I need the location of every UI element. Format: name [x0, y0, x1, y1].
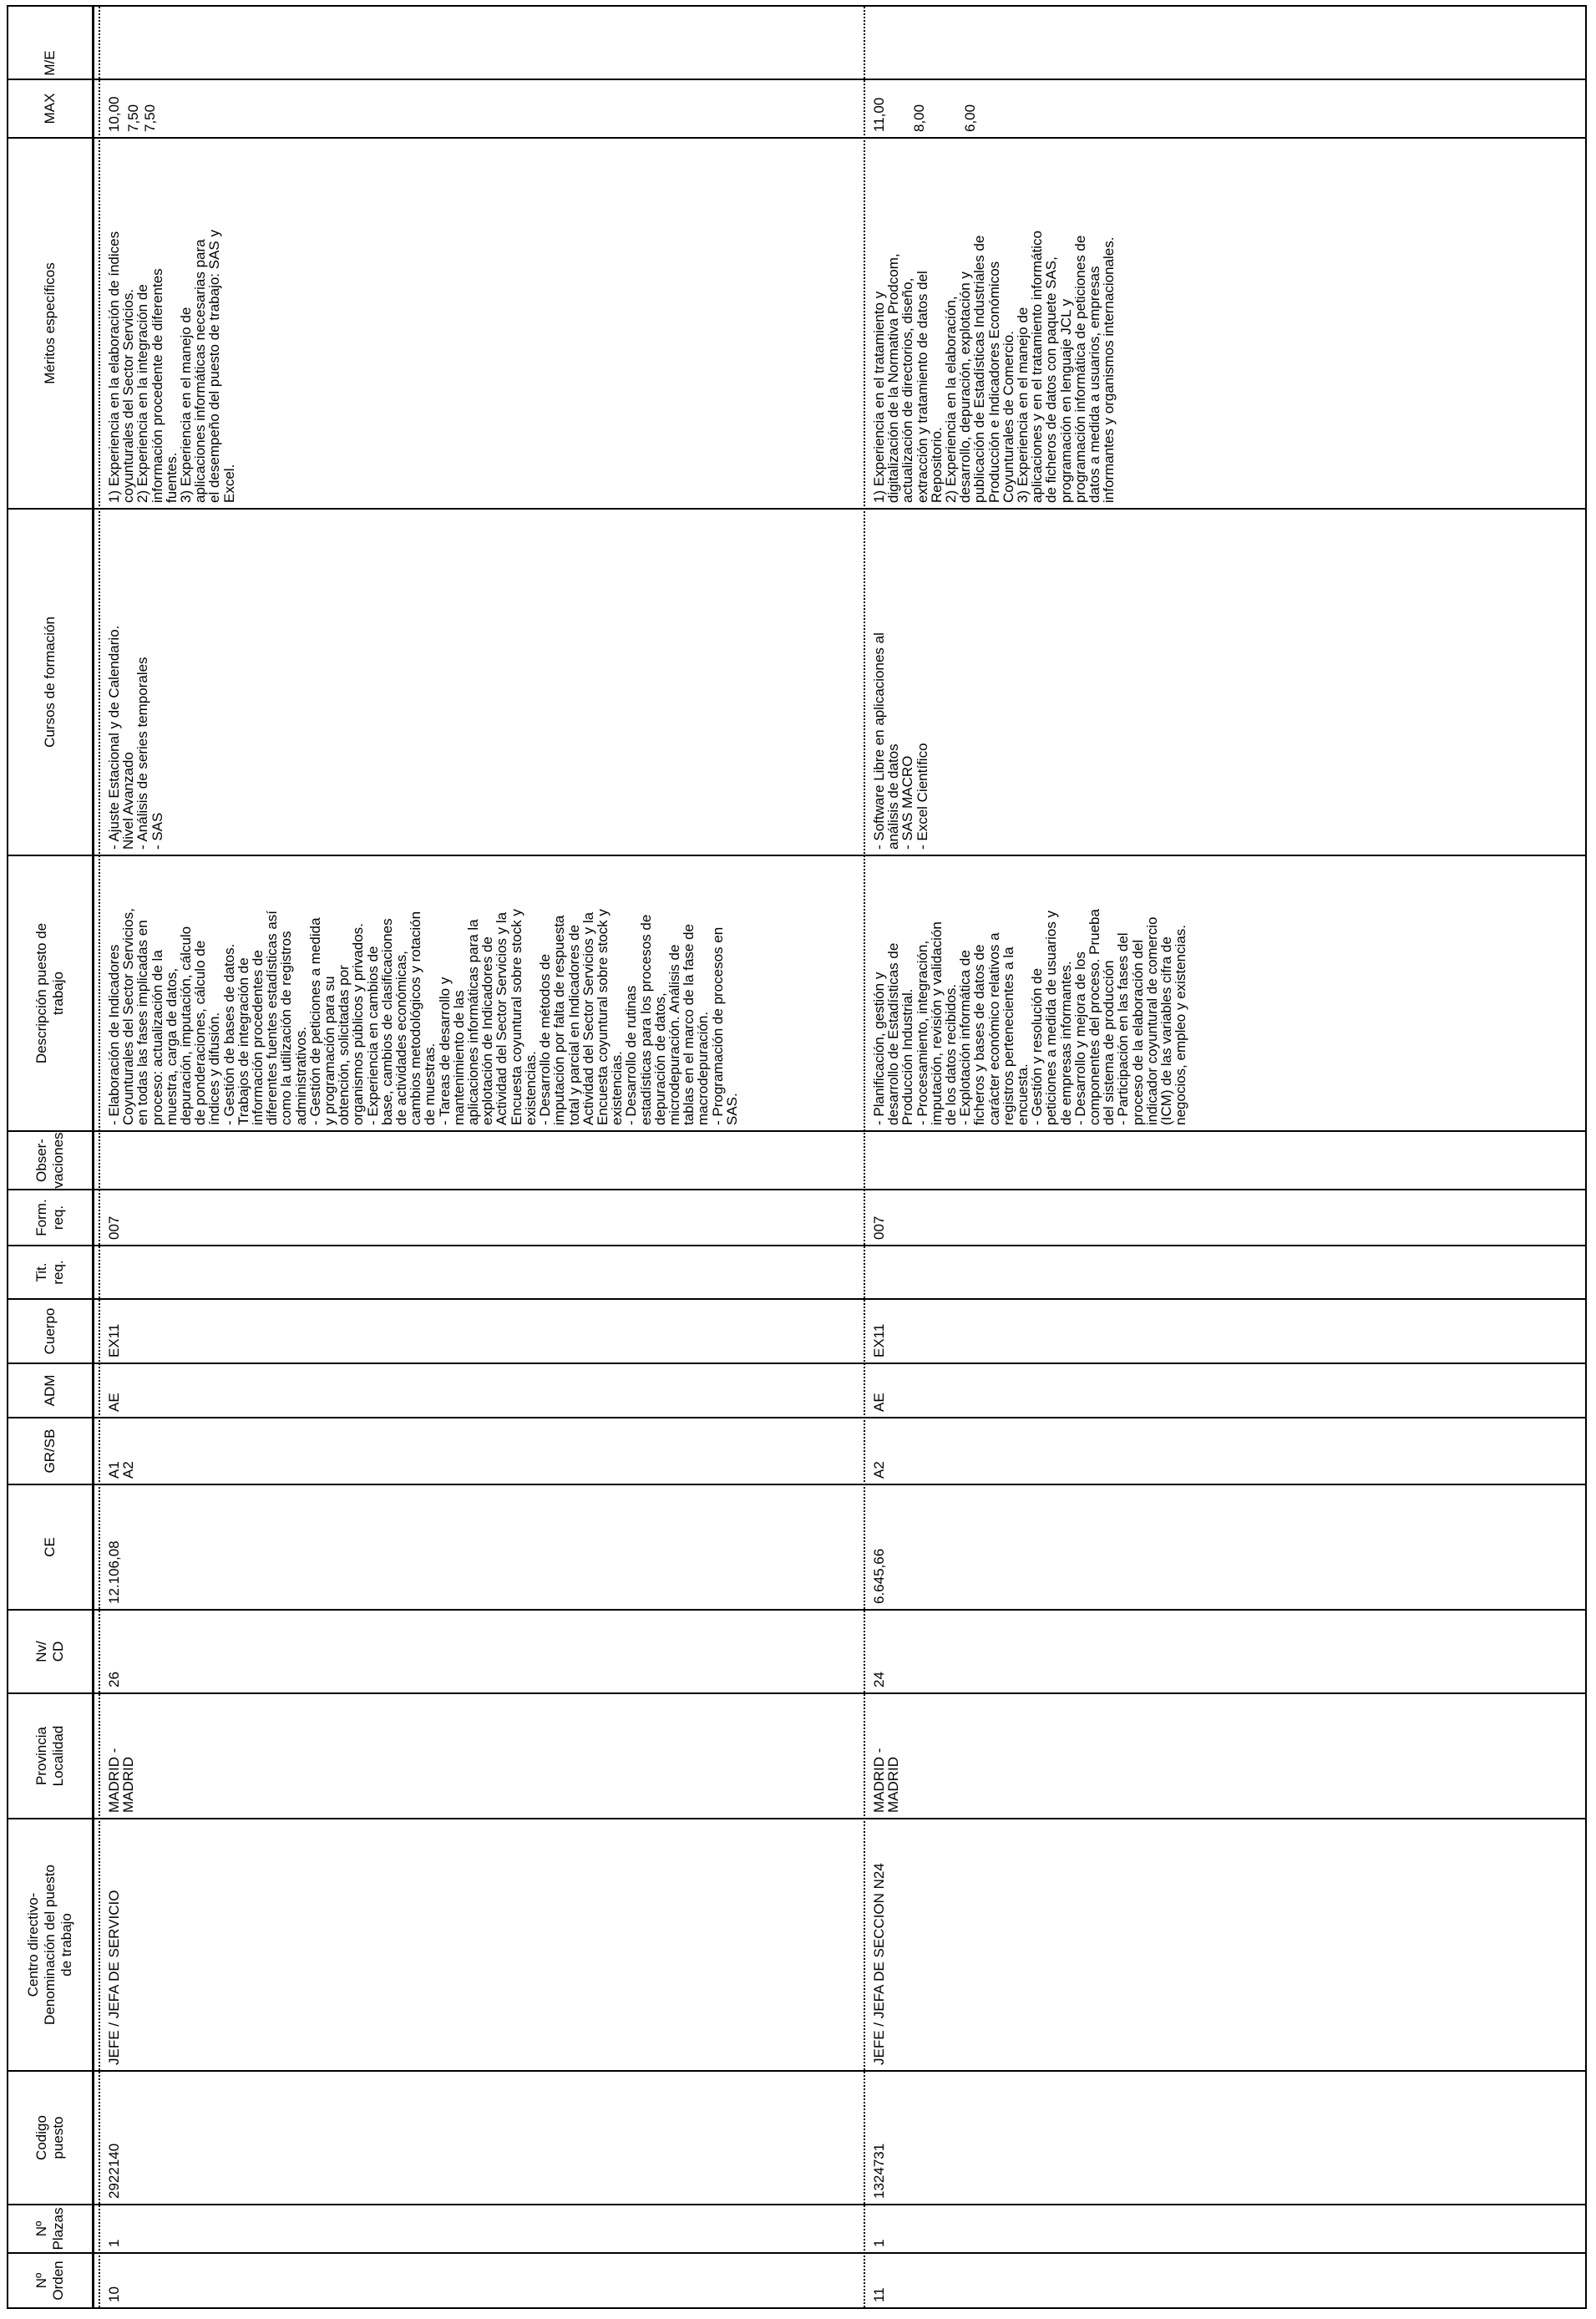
max-puntuacion: 7,50 — [125, 104, 141, 132]
header-orden: Nº Orden — [8, 2252, 92, 2307]
column-divider — [92, 2204, 1585, 2205]
plazas-count: 1 — [871, 2239, 887, 2247]
max-puntuacion: 7,50 — [142, 104, 158, 132]
max-puntuacion: 8,00 — [911, 104, 927, 132]
header-titulacion-requerida: Tit. req. — [8, 1245, 92, 1298]
descripcion-puesto: - Planificación, gestión y desarrollo de Estadísticas de Producción Industrial. - Procesamiento, integración, imputación, revisión y validación de los datos recibidos. - Explotación informática de ficheros y bases de datos de carácter económico relativos a registros pertenecientes a la encuesta. - Gestión y resolución de peticiones a medida de usuarios y de empresas informantes. - Desarrollo y mejora de los componentes del proceso. Prueba del sistema de producción - Participación en las fases del proceso de la elaboración del indicador coyuntural de comercio (ICM) de las variables cifra de negocios, empleo y existencias. — [871, 909, 1189, 1125]
column-divider — [92, 1818, 1585, 1819]
header-nivel-cd: Nv/ CD — [8, 1609, 92, 1692]
header-centro-directivo: Centro directivo- Denominación del puesto de trabajo — [8, 1818, 92, 2070]
cuerpo: EX11 — [106, 1323, 122, 1357]
column-divider — [92, 1484, 1585, 1485]
max-puntuacion: 10,00 — [106, 96, 122, 132]
plazas-count: 1 — [106, 2239, 122, 2247]
header-separator — [92, 7, 94, 2307]
column-divider — [92, 2070, 1585, 2072]
orden-number: 11 — [871, 2287, 887, 2302]
meritos-especificos: 1) Experiencia en el tratamiento y digitalización de la Normativa Prodcom, actualización de directorios, diseño, extracción y tratamiento de datos del Repositorio. 2) Experiencia en la elaboración, desarrollo, depuración, explotación y publicación de Estadísticas Industriales de Producción e Indicadores Económicos Coyunturales de Comercio. 3) Experiencia en el manejo de aplicaciones y en el tratamiento informático de ficheros de datos con paquete SAS, programación en lenguaje JCL y programación informática de peticiones de datos a medida a usuarios, empresas informantes y organismos internacionales. — [871, 231, 1117, 503]
cuerpo: EX11 — [871, 1323, 887, 1357]
header-complemento-especifico: CE — [8, 1484, 92, 1609]
column-divider — [92, 1298, 1585, 1300]
header-descripcion-puesto: Descripción puesto de trabajo — [8, 855, 92, 1130]
cursos-formacion: - Software Libre en aplicaciones al análisis de datos - SAS MACRO - Excel Científico — [871, 632, 930, 850]
nivel-cd: 24 — [871, 1672, 887, 1687]
cursos-formacion: - Ajuste Estacional y de Calendario. Nivel Avanzado - Análisis de series temporales - SAS — [106, 625, 165, 850]
job-positions-table — [7, 5, 1587, 2309]
complemento-especifico: 12.106,08 — [106, 1540, 122, 1604]
header-cursos-formacion: Cursos de formación — [8, 508, 92, 855]
orden-number: 10 — [106, 2286, 122, 2302]
max-puntuacion: 6,00 — [962, 104, 978, 132]
header-formacion-requerida: Form. req. — [8, 1189, 92, 1245]
column-divider — [92, 855, 1585, 856]
puesto-denominacion: JEFE / JEFA DE SERVICIO — [106, 1890, 122, 2065]
column-divider — [92, 137, 1585, 139]
meritos-especificos: 1) Experiencia en la elaboración de índices coyunturales del Sector Servicios. 2) Experiencia en la integración de información procedente de diferentes fuentes. 3) Experiencia en el manejo de aplicaciones informáticas necesarias para el desempeño del puesto de trabajo: SAS y Excel. — [106, 230, 237, 503]
codigo-puesto: 1324731 — [871, 2143, 887, 2199]
nivel-cd: 26 — [106, 1672, 122, 1687]
grupo-subgrupo: A2 — [871, 1461, 887, 1479]
column-divider — [92, 1417, 1585, 1418]
column-divider — [92, 1245, 1585, 1246]
header-codigo-puesto: Codigo puesto — [8, 2070, 92, 2204]
provincia-localidad: MADRID - MADRID — [106, 1748, 137, 1813]
row-separator — [864, 7, 865, 2307]
row-separator — [99, 7, 100, 2307]
header-cuerpo: Cuerpo — [8, 1298, 92, 1362]
header-me: M/E — [42, 50, 58, 76]
column-divider — [92, 508, 1585, 510]
header-max: MAX — [8, 79, 92, 137]
column-divider — [92, 79, 1585, 80]
header-administracion: ADM — [8, 1362, 92, 1417]
header-meritos-especificos: Méritos específicos — [8, 137, 92, 508]
administracion: AE — [871, 1393, 887, 1412]
complemento-especifico: 6.645,66 — [871, 1548, 887, 1604]
max-puntuacion: 11,00 — [871, 97, 887, 132]
administracion: AE — [106, 1393, 122, 1412]
column-divider — [92, 1362, 1585, 1364]
grupo-subgrupo: A1 A2 — [106, 1461, 137, 1479]
provincia-localidad: MADRID - MADRID — [871, 1748, 902, 1813]
header-plazas: Nº Plazas — [8, 2204, 92, 2252]
column-divider — [92, 1609, 1585, 1611]
descripcion-puesto: - Elaboración de Indicadores Coyunturales del Sector Servicios, en todas las fases implicadas en proceso: actualización de la muestra, carga de datos, depuración, imputación, cálculo de ponderaciones, cálculo de índices y difusión. - Gestión de bases de datos. Trabajos de integración de información procedentes de diferentes fuentes estadísticas así como la utilización de registros administrativos. - Gestión de peticiones a medida y programación para su obtención, solicitadas por organismos públicos y privados. - Experiencia en cambios de base, cambios de clasificaciones de actividades económicas, cambios metodológicos y rotación de muestras. - Tareas de desarrollo y mantenimiento de las aplicaciones informáticas para la explotación de Indicadores de Actividad del Sector Servicios y la Encuesta coyuntural sobre stock y existencias. - Desarrollo de métodos de imputación por falta de respuesta total y parcial en Indicadores de Actividad del Sector Servicios y la Encuesta coyuntural sobre stock y existencias. - Desarrollo de rutinas estadísticas para los procesos de depuración de datos, microdepuración. Análisis de tablas en el marco de la fase de macrodepuración. - Programación de procesos en SAS. — [106, 908, 740, 1125]
header-observaciones: Obser- vaciones — [8, 1130, 92, 1189]
header-provincia-localidad: Provincia Localidad — [8, 1692, 92, 1818]
table-header-row — [8, 7, 92, 2307]
codigo-puesto: 2922140 — [106, 2143, 122, 2199]
column-divider — [92, 1130, 1585, 1132]
column-divider — [92, 2252, 1585, 2254]
formacion-requerida: 007 — [106, 1215, 122, 1240]
formacion-requerida: 007 — [871, 1215, 887, 1240]
puesto-denominacion: JEFE / JEFA DE SECCION N24 — [871, 1863, 887, 2065]
column-divider — [92, 1189, 1585, 1190]
column-divider — [92, 1692, 1585, 1694]
header-grupo-subgrupo: GR/SB — [8, 1417, 92, 1484]
